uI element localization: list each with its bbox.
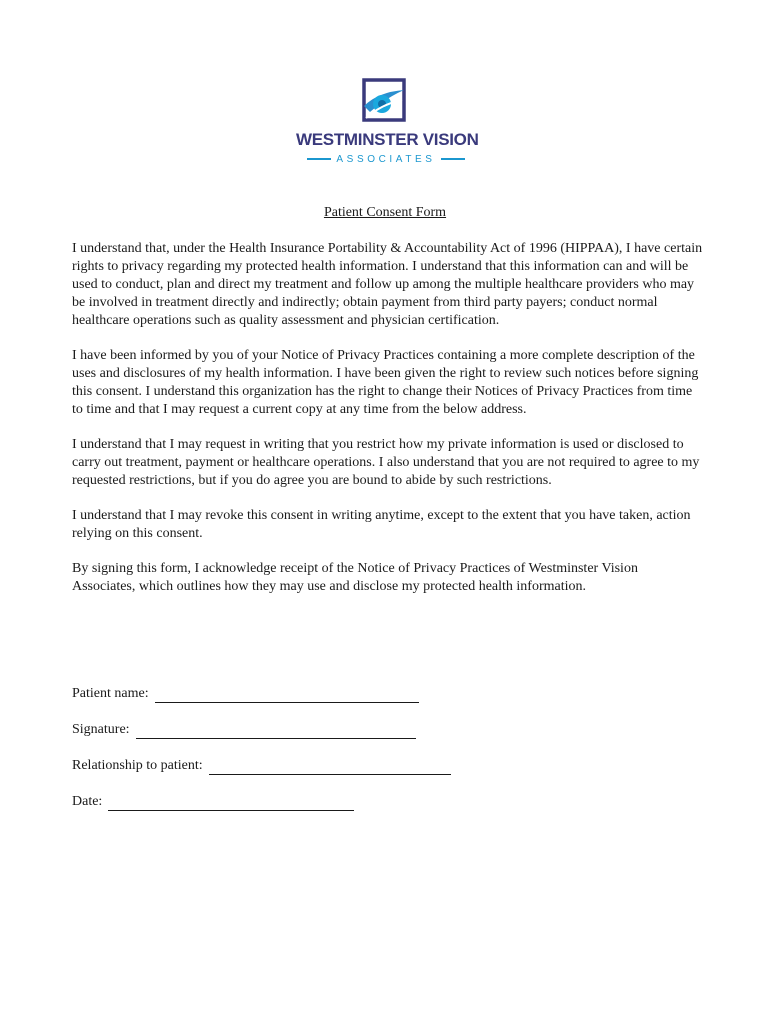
date-label: Date: [72,794,103,809]
date-row [72,793,354,811]
signature-field[interactable] [136,724,416,739]
patient-name-field[interactable] [155,688,419,703]
logo-subtitle-text: ASSOCIATES [336,153,436,165]
paragraph-acknowledgement: By signing this form, I acknowledge receipt of the Notice of Privacy Practices of Westminster Vision Associates, which outlines how they may use and disclose my protected health information. [72,561,638,594]
date-field[interactable] [108,796,354,811]
consent-body [72,240,704,613]
logo-subtitle [296,152,476,166]
paragraph-hipaa-rights: I understand that, under the Health Insurance Portability & Accountability Act of 1996 (HIPPAA), I have certain rights to privacy regarding my protected health information. I understand that this information can and will be used to conduct, plan and direct my treatment and follow up among the multiple healthcare providers who may be involved in treatment directly and indirectly; obtain payment from third party payers; conduct normal healthcare operations such as quality assessment and physician certification. [72,241,703,328]
form-title: Patient Consent Form [323,205,447,220]
relationship-field[interactable] [209,760,451,775]
signature-row [72,721,416,739]
logo-rule-right [441,158,465,160]
patient-name-row [72,685,419,703]
signature-label: Signature: [72,722,130,737]
relationship-label: Relationship to patient: [72,758,203,773]
paragraph-privacy-notice: I have been informed by you of your Notice of Privacy Practices containing a more complete description of the uses and disclosures of my health information. I have been given the right to review such notices before signing this consent. I understand this organization has the right to change their Notices of Privacy Practices from time to time and that I may request a current copy at any time from the below address. [72,348,699,417]
logo-rule-left [307,158,331,160]
company-logo [296,78,479,168]
paragraph-restrictions: I understand that I may request in writing that you restrict how my private information is used or disclosed to carry out treatment, payment or healthcare operations. I also understand that you are not required to agree to my requested restrictions, but if you do agree you are bound to abide by such restrictions. [72,437,700,488]
paragraph-revocation: I understand that I may revoke this consent in writing anytime, except to the extent that you have taken, action relying on this consent. [72,508,691,541]
relationship-row [72,757,451,775]
eye-logo-icon [362,78,406,126]
patient-name-label: Patient name: [72,686,149,701]
logo-company-name: WESTMINSTER VISION [296,130,479,149]
